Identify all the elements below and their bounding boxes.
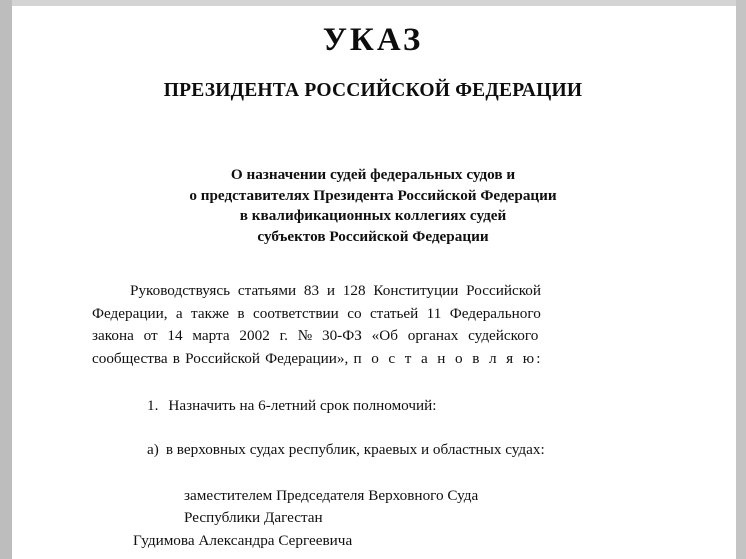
document-heading	[92, 165, 654, 247]
list-item-1-number: 1.	[147, 397, 159, 414]
document-subtitle: ПРЕЗИДЕНТА РОССИЙСКОЙ ФЕДЕРАЦИИ	[163, 80, 583, 101]
document-title: УКАЗ	[322, 22, 424, 58]
appointment-position	[184, 485, 654, 529]
appointment-position-line-1: заместителем Председателя Верховного Суда	[184, 487, 479, 504]
preamble-line-3: закона от 14 марта 2002 г. № 30-ФЗ «Об органах судейского	[92, 327, 539, 344]
preamble-resolution-word: п о с т а н о в л я ю:	[353, 349, 543, 367]
heading-line-2: о представителях Президента Российской Федерации	[189, 186, 557, 204]
list-item-a-text: в верховных судах республик, краевых и областных судах:	[165, 441, 545, 458]
list-item-1	[147, 397, 654, 415]
preamble-paragraph	[92, 280, 654, 370]
scan-edge-left	[0, 0, 12, 559]
preamble-line-4	[92, 348, 654, 371]
list-item-a-number: а)	[147, 441, 159, 458]
document-content	[92, 0, 654, 559]
heading-line-1: О назначении судей федеральных судов и	[230, 166, 516, 183]
heading-line-4: субъектов Российской Федерации	[257, 227, 489, 245]
appointment-name: Гудимова Александра Сергеевича	[133, 532, 353, 549]
list-item-a	[147, 441, 654, 459]
preamble-line-2: Федерации, а также в соответствии со статьей 11 Федерального	[92, 304, 541, 322]
list-item-1-text: Назначить на 6-летний срок полномочий:	[168, 397, 437, 414]
appointment-position-line-2: Республики Дагестан	[184, 509, 323, 526]
heading-line-3: в квалификационных коллегиях судей	[239, 207, 507, 224]
scan-edge-right	[736, 0, 746, 559]
preamble-line-4-text: сообщества в Российской Федерации»,	[92, 349, 354, 367]
preamble-line-1: Руководствуясь статьями 83 и 128 Конституции Российской	[130, 282, 542, 299]
